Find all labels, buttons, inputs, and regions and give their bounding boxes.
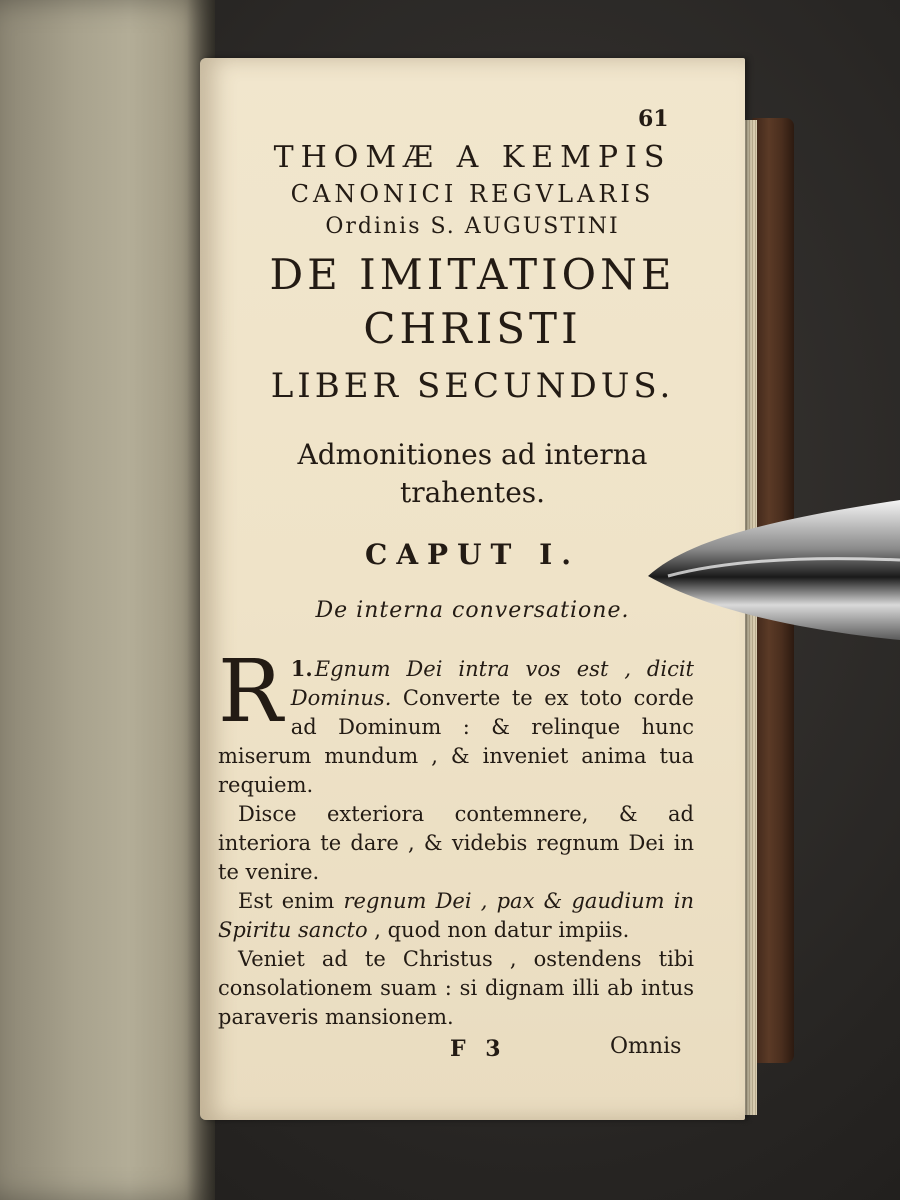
book-line: LIBER SECUNDUS. [270,366,675,406]
drop-cap: R [218,642,283,742]
author-line: THOMÆ A KEMPIS [273,140,672,175]
paragraph-3-end: , quod non datur impiis. [367,918,630,942]
paragraph-3-start: Est enim [238,889,344,913]
left-blank-page [0,0,215,1200]
verse-1-text: Converte te ex toto corde ad Dominum : & relinque hunc miserum mundum , & inveniet anima tua requiem. [218,686,694,797]
metal-page-clip-icon [648,490,900,660]
paragraph-3 [218,887,694,945]
chapter-heading: CAPUT I. [365,538,580,571]
paragraph-2: Disce exteriora contemnere, & ad interiora te dare , & videbis regnum Dei in te venire. [218,802,694,884]
admonition-line-1: Admonitiones ad interna [297,438,648,471]
order-line: Ordinis S. AUGUSTINI [325,214,620,239]
title-line-2: CHRISTI [363,304,582,353]
verse-1 [218,642,694,800]
admonition-line-2: trahentes. [399,476,546,509]
verse-number: 1. [290,656,313,681]
title-line-1: DE IMITATIONE [269,250,676,299]
signature-mark: F 3 [450,1036,507,1062]
paragraph-4: Veniet ad te Christus , ostendens tibi consolationem suam : si dignam illi ab intus paraveris mansionem. [218,947,694,1029]
chapter-title: De interna conversatione. [315,598,630,623]
paragraph-3-italic: regnum Dei , pax & gaudium in Spiritu sancto [218,889,695,942]
canon-line: CANONICI REGVLARIS [290,180,655,208]
body-text [218,642,695,1032]
catchword: Omnis [610,1034,682,1059]
verse-1-italic: Egnum Dei intra vos est , dicit Dominus. [290,657,694,710]
page-number: 61 [638,106,669,132]
